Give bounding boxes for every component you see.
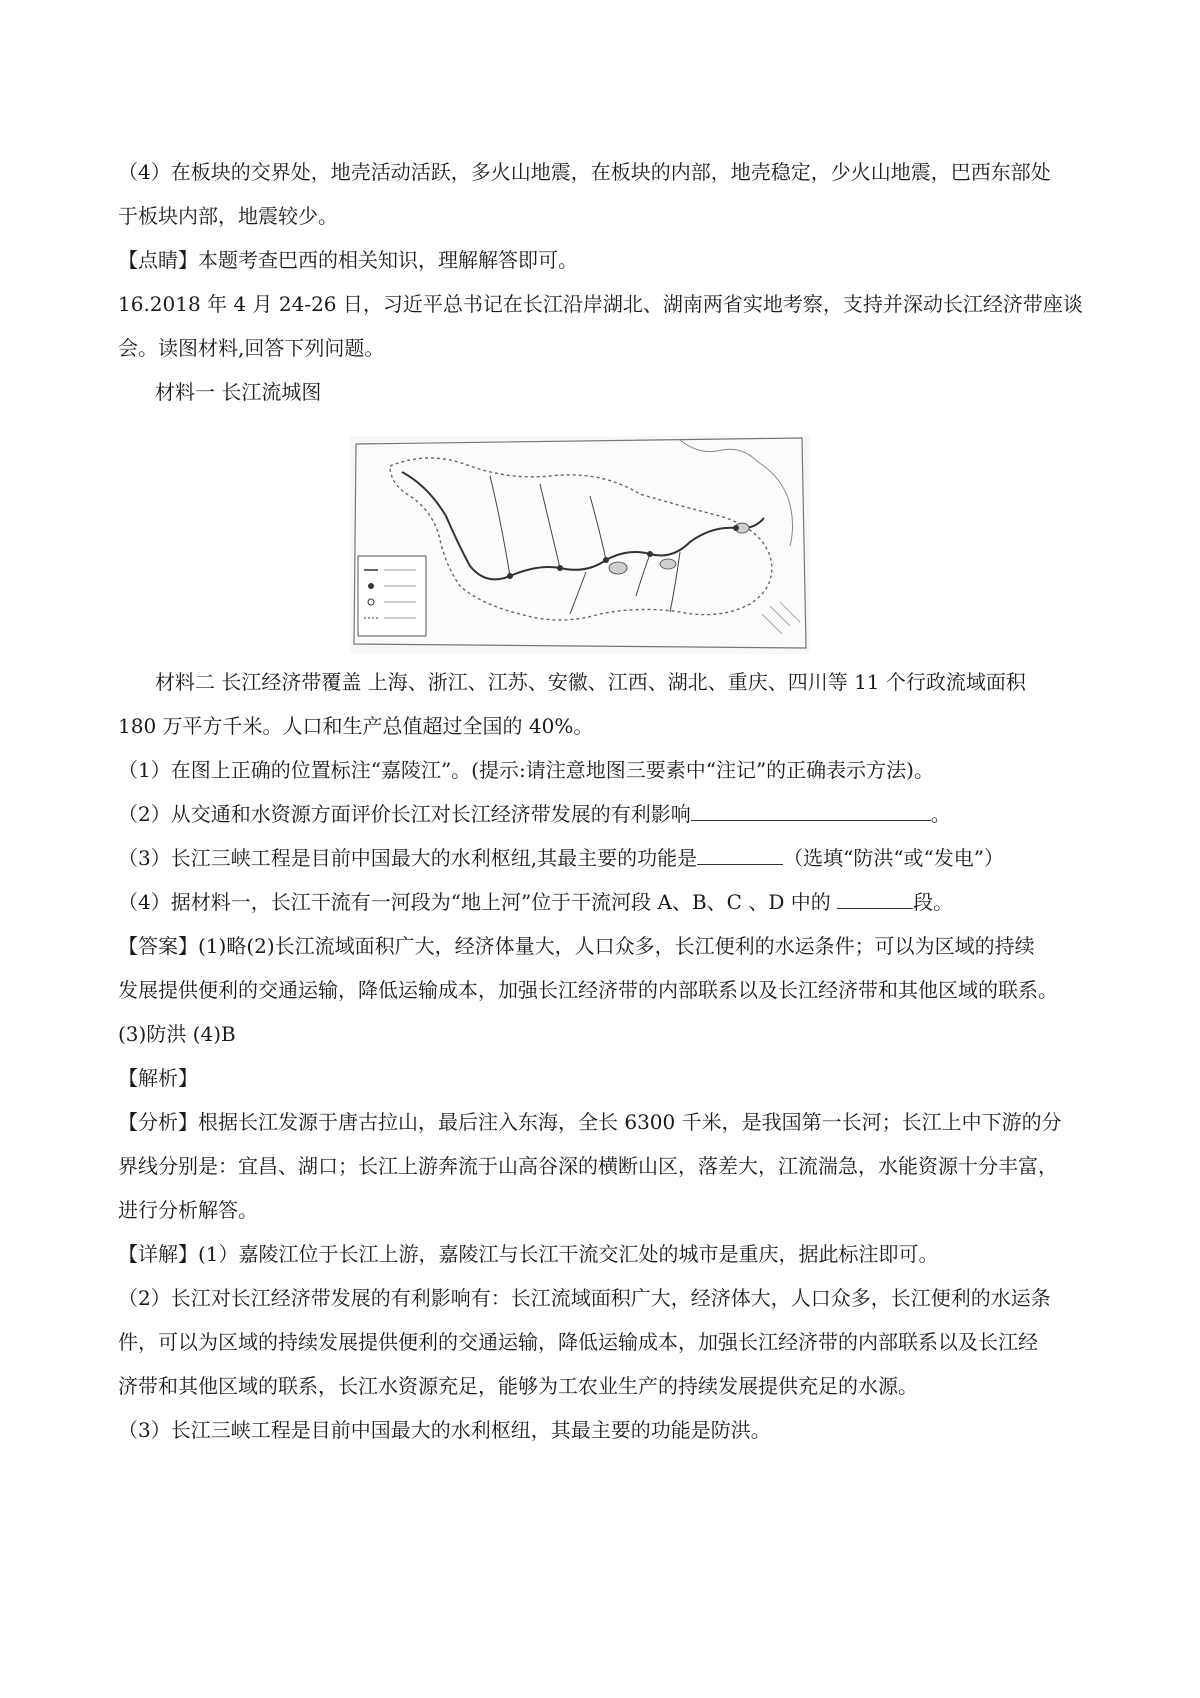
xiangjie-1: 【详解】(1）嘉陵江位于长江上游，嘉陵江与长江干流交汇处的城市是重庆，据此标注即可。 — [118, 1242, 939, 1266]
subquestion-3 — [118, 844, 1004, 872]
xiangjie-2-line1: （2）长江对长江经济带发展的有利影响有：长江流域面积广大，经济体大，人口众多，长江便利的水运条 — [118, 1286, 1051, 1310]
subquestion-4 — [118, 888, 953, 916]
subquestion-2-end: 。 — [930, 802, 951, 826]
answer-line1: 【答案】(1)略(2)长江流域面积广大，经济体量大，人口众多，长江便利的水运条件；可以为区域的持续 — [118, 934, 1035, 958]
map-drawing — [350, 436, 810, 654]
answer-blank-2[interactable] — [691, 802, 931, 821]
fenxi-line1: 【分析】根据长江发源于唐古拉山，最后注入东海，全长 6300 千米，是我国第一长河；长江上中下游的分 — [118, 1110, 1062, 1134]
fenxi-line3: 进行分析解答。 — [118, 1198, 258, 1222]
dianjing-note: 【点睛】本题考查巴西的相关知识，理解解答即可。 — [118, 248, 578, 272]
fenxi-line2: 界线分别是：宜昌、湖口；长江上游奔流于山高谷深的横断山区，落差大，江流湍急，水能资源十分丰富， — [118, 1154, 1058, 1178]
prev-answer-q4-line1: （4）在板块的交界处，地壳活动活跃，多火山地震，在板块的内部，地壳稳定，少火山地震，巴西东部处 — [118, 160, 1051, 184]
question-16-stem-line2: 会。读图材料,回答下列问题。 — [118, 336, 385, 360]
material2-line2: 180 万平方千米。人口和生产总值超过全国的 40%。 — [118, 714, 594, 738]
prev-answer-q4-line2: 于板块内部，地震较少。 — [118, 204, 338, 228]
xiangjie-2-line2: 件，可以为区域的持续发展提供便利的交通运输，降低运输成本，加强长江经济带的内部联系以及长江经 — [118, 1330, 1038, 1354]
xiangjie-3: （3）长江三峡工程是目前中国最大的水利枢纽，其最主要的功能是防洪。 — [118, 1418, 771, 1442]
subquestion-3-text: （3）长江三峡工程是目前中国最大的水利枢纽,其最主要的功能是 — [118, 846, 698, 870]
answer-line3: (3)防洪 (4)B — [118, 1022, 236, 1046]
answer-blank-3[interactable] — [697, 846, 783, 865]
material1-title: 材料一 长江流城图 — [155, 380, 322, 404]
answer-line2: 发展提供便利的交通运输，降低运输成本，加强长江经济带的内部联系以及长江经济带和其他区域的联系。 — [118, 978, 1058, 1002]
analysis-heading: 【解析】 — [118, 1066, 198, 1090]
subquestion-2 — [118, 800, 951, 828]
subquestion-2-text: （2）从交通和水资源方面评价长江对长江经济带发展的有利影响 — [118, 802, 691, 826]
material2-line1: 材料二 长江经济带覆盖 上海、浙江、江苏、安徽、江西、湖北、重庆、四川等 11 个行政流域面积 — [155, 670, 1026, 694]
subquestion-1: （1）在图上正确的位置标注“嘉陵江”。(提示:请注意地图三要素中“注记”的正确表示方法)。 — [118, 758, 934, 782]
subquestion-4-text: （4）据材料一，长江干流有一河段为“地上河”位于干流河段 A、B、C 、D 中的 — [118, 890, 838, 914]
subquestion-3-end: （选填“防洪“或“发电”） — [783, 846, 1004, 870]
question-16-stem-line1: 16.2018 年 4 月 24-26 日，习近平总书记在长江沿岸湖北、湖南两省实地考察，支持并深动长江经济带座谈 — [118, 292, 1083, 316]
xiangjie-2-line3: 济带和其他区域的联系，长江水资源充足，能够为工农业生产的持续发展提供充足的水源。 — [118, 1374, 918, 1398]
answer-blank-4[interactable] — [837, 890, 913, 909]
subquestion-4-end: 段。 — [913, 890, 954, 914]
yangtze-basin-map — [350, 436, 810, 654]
